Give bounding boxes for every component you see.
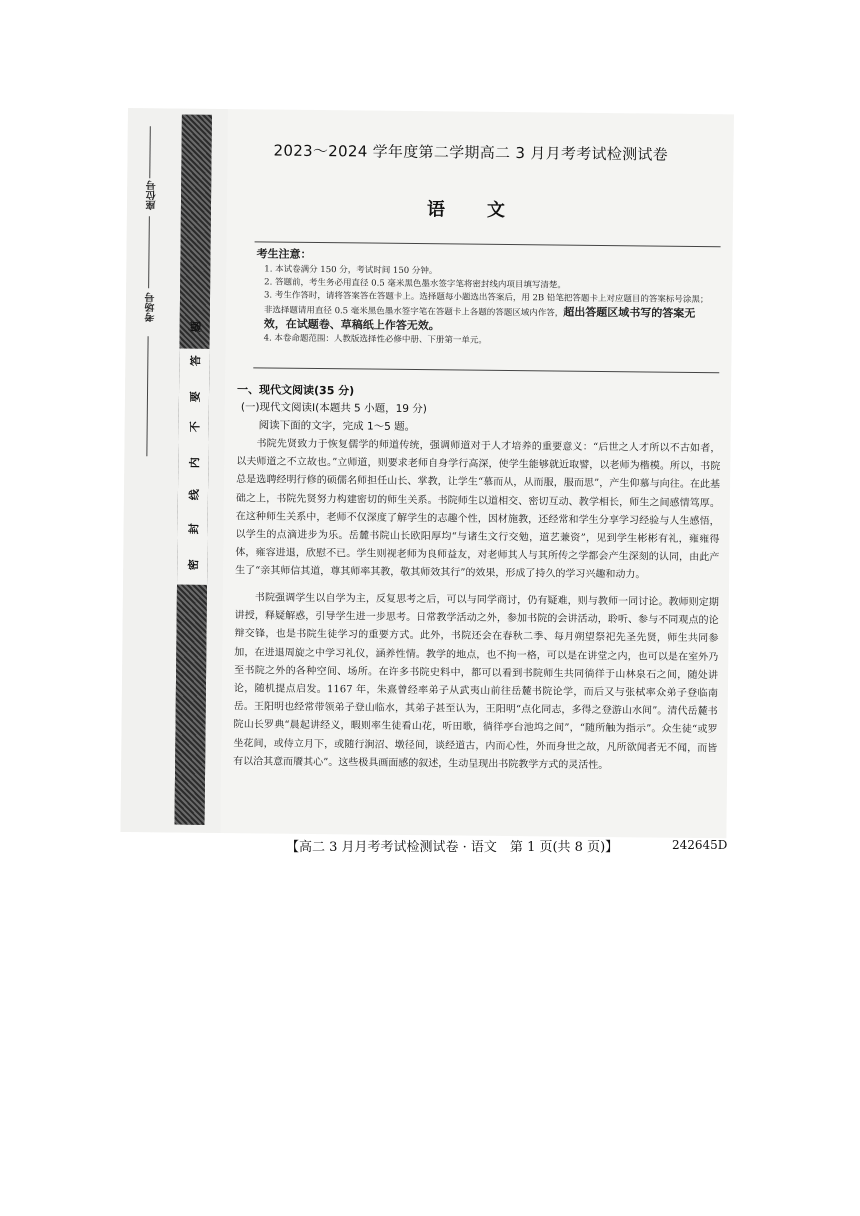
seat-field-line	[149, 126, 151, 178]
exam-no-label: 考场号	[145, 292, 158, 323]
section-instruction: 阅读下面的文字，完成 1～5 题。	[258, 419, 416, 434]
notice-bottom-rule	[253, 367, 719, 373]
seal-char: 封	[187, 523, 201, 535]
seal-char: 要	[188, 391, 203, 403]
section-subheading: (一)现代文阅读Ⅰ(本题共 5 小题，19 分)	[240, 401, 427, 416]
notice-item-text: 3. 考生作答时，请将答案答在答题卡上。选择题每小题选出答案后，用 2B 铅笔把答题卡上对应题目的答案标号涂黑；非选择题请用直径 0.5 毫米黑色墨水签字笔在答题卡上各题的答题区域内作答，	[263, 290, 709, 319]
notice-title: 考生注意：	[256, 247, 312, 261]
notice-item: 2. 答题前，考生务必用直径 0.5 毫米黑色墨水签字笔将密封线内项目填写清楚。	[264, 277, 566, 291]
seal-char: 内	[188, 457, 202, 469]
footer-page-info: 【高二 3 月月考考试检测试卷 · 语文 第 1 页(共 8 页)】	[286, 840, 619, 855]
passage-paragraph: 书院先贤致力于恢复儒学的师道传统，强调师道对于人才培养的重要意义：“后世之人才所以不古如者，以夫师道之不立故也。”立师道，则要求老师自身学行高深，使学生能够就近取譬，以老师为楷模。所以，书院总是选聘经明行修的硕儒名师担任山长、掌教，让学生“慕而从，从而服，服而思”，产生仰慕与向往。在此基础之上，书院先贤努力构建密切的师生关系。书院师生以道相交、密切互动、教学相长，师生之间感情笃厚。在这种师生关系中，老师不仅深度了解学生的志趣个性，因材施教，还经常和学生分享学习经验与人生感悟，以学生的点滴进步为乐。岳麓书院山长欧阳厚均“与诸生文行交勉，道艺兼资”，见到学生彬彬有礼，雍雍得体，雍容进退，欣慰不已。学生则视老师为良师益友，对老师其人与其所传之学都会产生深刻的认同，由此产生了“亲其师信其道，尊其师率其教，敬其师效其行”的效果，形成了持久的学习兴趣和动力。	[235, 438, 721, 581]
seal-char: 答	[189, 355, 203, 367]
section-heading: 一、现代文阅读(35 分)	[236, 383, 355, 398]
binding-margin	[120, 108, 228, 833]
seal-char: 线	[187, 489, 202, 501]
notice-item-emphasis: 超出答题区域书写的答案无效，在试题卷、草稿纸上作答无效。	[263, 305, 696, 333]
subject-title: 语文	[426, 199, 548, 222]
exam-no-field-line	[148, 216, 150, 288]
footer-code: 242645D	[672, 838, 728, 852]
passage-paragraph: 书院强调学生以自学为主，反复思考之后，可以与同学商讨，仍有疑难，则与教师一同讨论。教师则定期讲授，释疑解惑，引导学生进一步思考。日常教学活动之外，参加书院的会讲活动，聆听、参与不同观点的论辩交锋，也是书院生徒学习的重要方式。此外，书院还会在春秋二季、每月朔望祭祀先圣先贤，师生共同参加，在进退周旋之中学习礼仪，涵养性情。教学的地点，也不拘一格，可以是在讲堂之内，也可以是在室外乃至书院之外的各种空间、场所。在许多书院史料中，都可以看到书院师生共同徜徉于山林泉石之间，随处讲论，随机提点启发。1167 年，朱熹曾经率弟子从武夷山前往岳麓书院论学，而后又与张栻率众弟子登临南岳。王阳明也经常带领弟子登山临水，其弟子甚至认为，王阳明“点化同志，多得之登游山水间”。清代岳麓书院山长罗典“晨起讲经义，暇则率生徒看山花，听田歌，徜徉亭台池坞之间”，“随所触为指示”。众生徒“或罗坐花间，或侍立月下，或随行涧沼、墩径间，谈经道古，内而心性，外而身世之故，凡所欲闻者无不闻，而皆有以洽其意而餍其心”。这些极具画面感的叙述，生动呈现出书院教学方式的灵活性。	[233, 592, 719, 771]
seal-char: 不	[188, 421, 202, 433]
notice-list	[264, 263, 715, 350]
scanned-exam-page	[120, 108, 734, 838]
name-field-line	[146, 336, 148, 456]
notice-top-rule	[255, 241, 721, 247]
seal-char: 题	[189, 321, 203, 333]
seat-label: 座位号	[146, 180, 159, 211]
exam-title: 2023～2024 学年度第二学期高二 3 月月考考试检测试卷	[273, 141, 669, 164]
notice-item: 1. 本试卷满分 150 分，考试时间 150 分钟。	[264, 264, 438, 277]
seal-char: 密	[187, 559, 201, 571]
notice-item: 4. 本卷命题范围：人教版选择性必修中册、下册第一单元。	[263, 333, 487, 346]
notice-item	[264, 289, 714, 337]
